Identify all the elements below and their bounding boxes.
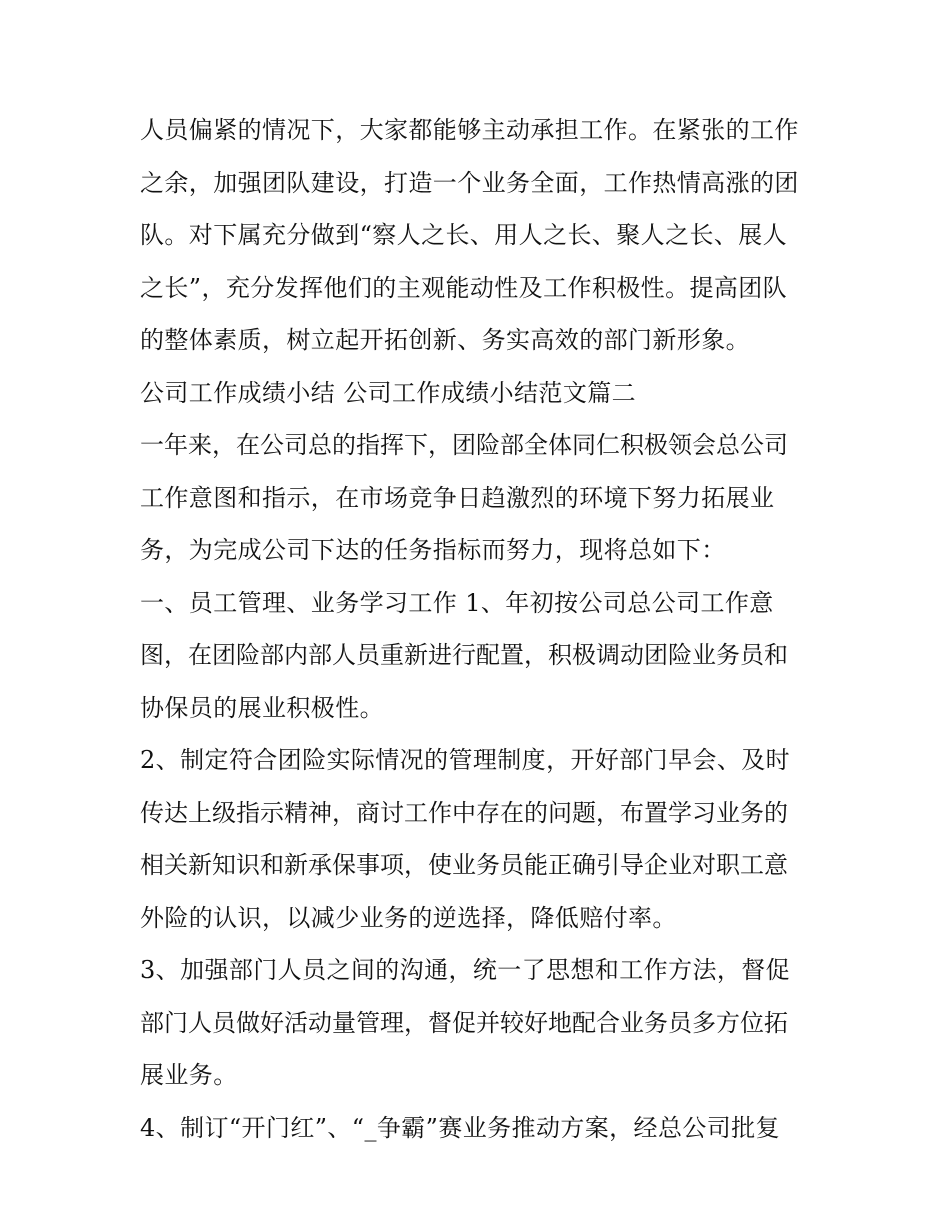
paragraph-line: 4、制订“开门红”、“_争霸”赛业务推动方案，经总公司批复 <box>140 1113 780 1142</box>
paragraph-line: 工作意图和指示，在市场竞争日趋激烈的环境下努力拓展业 <box>140 483 775 512</box>
paragraph-line: 相关新知识和新承保事项，使业务员能正确引导企业对职工意 <box>140 851 788 879</box>
document-page <box>140 104 820 1154</box>
paragraph-line: 务，为完成公司下达的任务指标而努力，现将总如下： <box>140 536 726 564</box>
paragraph-line: 展业务。 <box>140 1061 238 1089</box>
section-heading: 公司工作成绩小结 公司工作成绩小结范文篇二 <box>140 378 637 407</box>
paragraph-line: 图，在团险部内部人员重新进行配置，积极调动团险业务员和 <box>140 641 788 669</box>
paragraph-line: 2、制定符合团险实际情况的管理制度，开好部门早会、及时 <box>140 746 791 774</box>
paragraph-line: 之余，加强团队建设，打造一个业务全面，工作热情高涨的团 <box>140 168 799 197</box>
paragraph-line: 人员偏紧的情况下，大家都能够主动承担工作。在紧张的工作 <box>140 116 799 144</box>
paragraph-line: 传达上级指示精神，商讨工作中存在的问题，布置学习业务的 <box>140 798 788 827</box>
paragraph-line: 之长”，充分发挥他们的主观能动性及工作积极性。提高团队 <box>140 273 788 302</box>
paragraph-line: 的整体素质，树立起开拓创新、务实高效的部门新形象。 <box>140 326 750 354</box>
paragraph-line: 协保员的展业积极性。 <box>140 693 384 722</box>
paragraph-line: 队。对下属充分做到“察人之长、用人之长、聚人之长、展人 <box>140 221 788 249</box>
paragraph-line: 一、员工管理、业务学习工作 1、年初按公司总公司工作意 <box>140 588 774 617</box>
paragraph-line: 部门人员做好活动量管理，督促并较好地配合业务员多方位拓 <box>140 1008 788 1037</box>
paragraph-line: 一年来，在公司总的指挥下，团险部全体同仁积极领会总公司 <box>140 431 788 459</box>
paragraph-line: 3、加强部门人员之间的沟通，统一了思想和工作方法，督促 <box>140 956 791 984</box>
paragraph-line: 外险的认识，以减少业务的逆选择，降低赔付率。 <box>140 903 677 932</box>
